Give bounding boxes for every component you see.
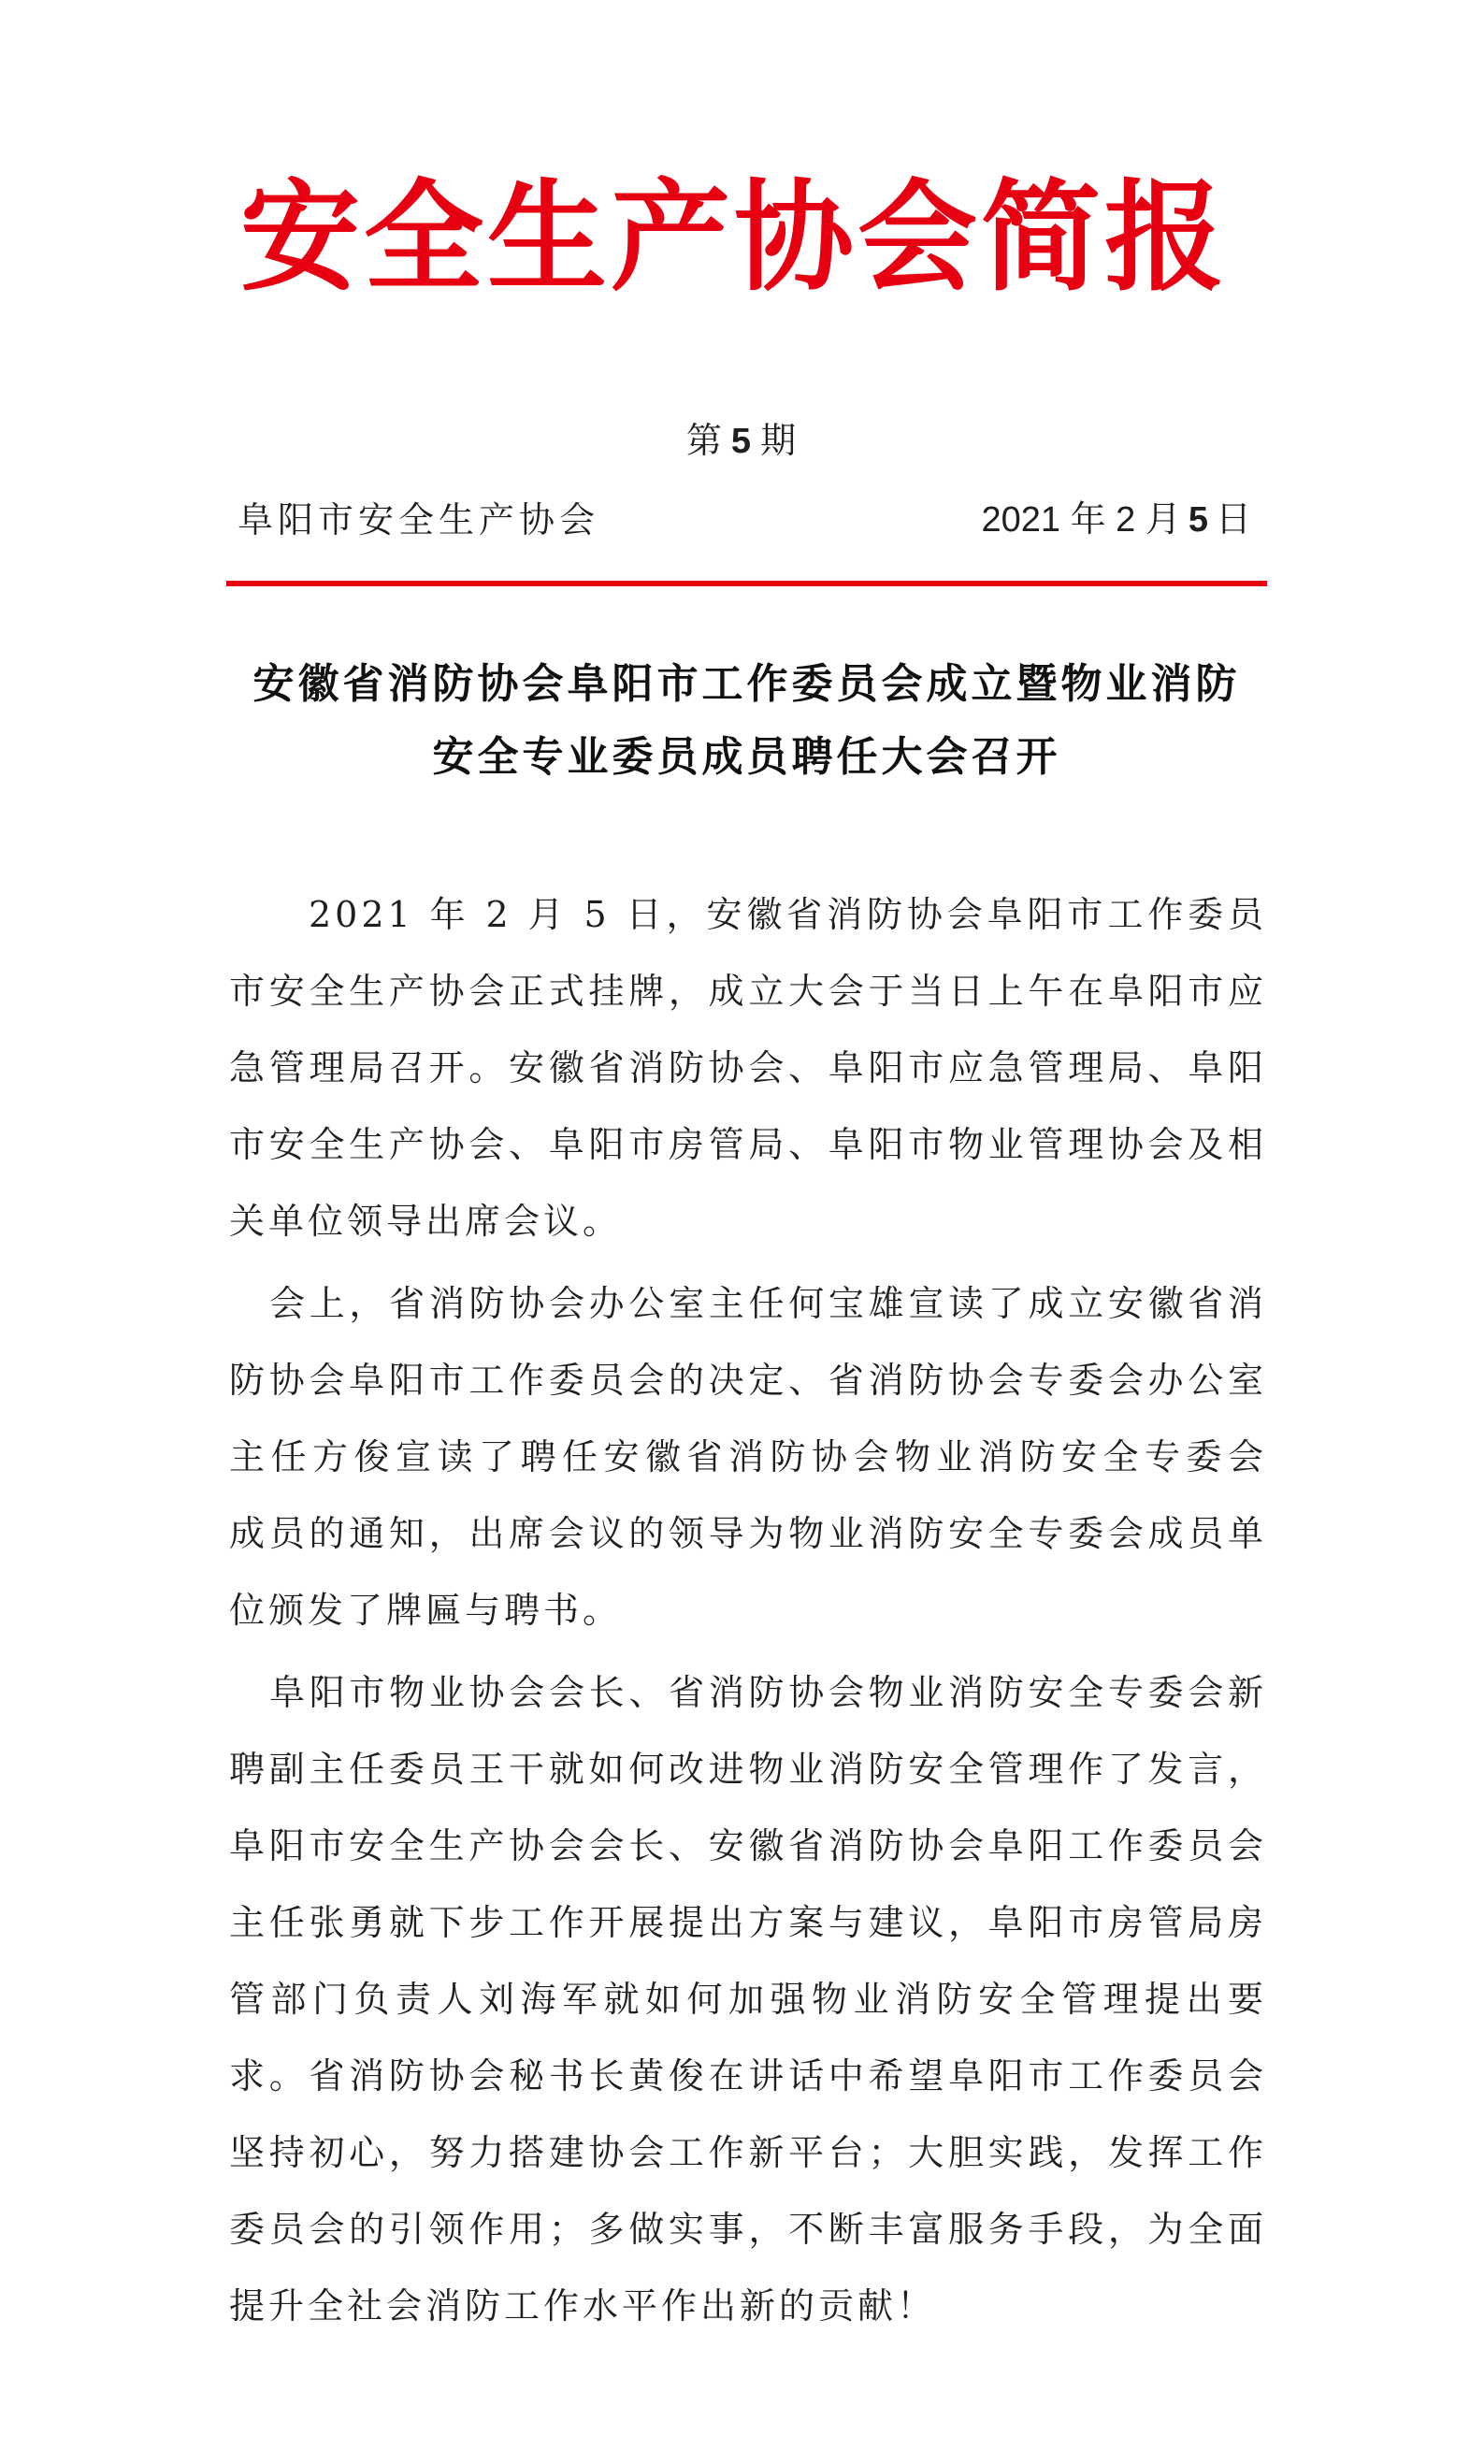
text-line: 关单位领导出席会议。 — [229, 1201, 623, 1242]
paragraph — [229, 1265, 1267, 1649]
publish-date-day: 5 — [1188, 500, 1208, 540]
article-headline — [226, 648, 1267, 794]
text-line: 急管理局召开。安徽省消防协会、阜阳市应急管理局、阜阳 — [229, 1047, 1267, 1088]
article-body — [229, 876, 1267, 2344]
text-line: 市安全生产协会正式挂牌，成立大会于当日上午在阜阳市应 — [229, 971, 1267, 1012]
red-divider — [226, 581, 1267, 586]
headline-line: 安徽省消防协会阜阳市工作委员会成立暨物业消防 — [252, 660, 1241, 708]
publish-date — [982, 492, 1252, 548]
issue-number-value: 5 — [730, 422, 754, 461]
paragraph — [229, 1654, 1267, 2344]
text-line: 主任张勇就下步工作开展提出方案与建议，阜阳市房管局房 — [229, 1902, 1267, 1943]
bulletin-title: 安全生产协会简报 — [239, 167, 1228, 308]
text-line: 求。省消防协会秘书长黄俊在讲话中希望阜阳市工作委员会 — [229, 2055, 1267, 2097]
paragraph — [229, 876, 1267, 1260]
text-line: 管部门负责人刘海军就如何加强物业消防安全管理提出要 — [229, 1979, 1267, 2020]
publish-date-suffix: 日 — [1215, 500, 1251, 540]
text-line: 2021 年 2 月 5 日，安徽省消防协会阜阳市工作委员 — [309, 894, 1267, 935]
text-line: 主任方俊宣读了聘任安徽省消防协会物业消防安全专委会 — [229, 1436, 1267, 1477]
text-line: 提升全社会消防工作水平作出新的贡献！ — [229, 2285, 937, 2327]
text-line: 坚持初心，努力搭建协会工作新平台；大胆实践，发挥工作 — [229, 2132, 1267, 2173]
text-line: 防协会阜阳市工作委员会的决定、省消防协会专委会办公室 — [229, 1360, 1267, 1401]
text-line: 聘副主任委员王干就如何改进物业消防安全管理作了发言， — [229, 1749, 1267, 1790]
text-line: 阜阳市安全生产协会会长、安徽省消防协会阜阳工作委员会 — [229, 1825, 1267, 1866]
text-line: 会上，省消防协会办公室主任何宝雄宣读了成立安徽省消 — [269, 1283, 1267, 1324]
text-line: 市安全生产协会、阜阳市房管局、阜阳市物业管理协会及相 — [229, 1124, 1267, 1165]
issue-number — [0, 412, 1484, 469]
publisher-org: 阜阳市安全生产协会 — [238, 499, 600, 540]
headline-line: 安全专业委员成员聘任大会召开 — [432, 733, 1061, 781]
text-line: 阜阳市物业协会会长、省消防协会物业消防安全专委会新 — [269, 1672, 1267, 1713]
text-line: 委员会的引领作用；多做实事，不断丰富服务手段，为全面 — [229, 2209, 1267, 2250]
publish-date-main: 2021 年 2 月 — [981, 500, 1181, 540]
text-line: 位颁发了牌匾与聘书。 — [229, 1590, 623, 1631]
issue-suffix: 期 — [760, 420, 799, 461]
issue-prefix: 第 — [685, 420, 724, 461]
text-line: 成员的通知，出席会议的领导为物业消防安全专委会成员单 — [229, 1513, 1267, 1554]
